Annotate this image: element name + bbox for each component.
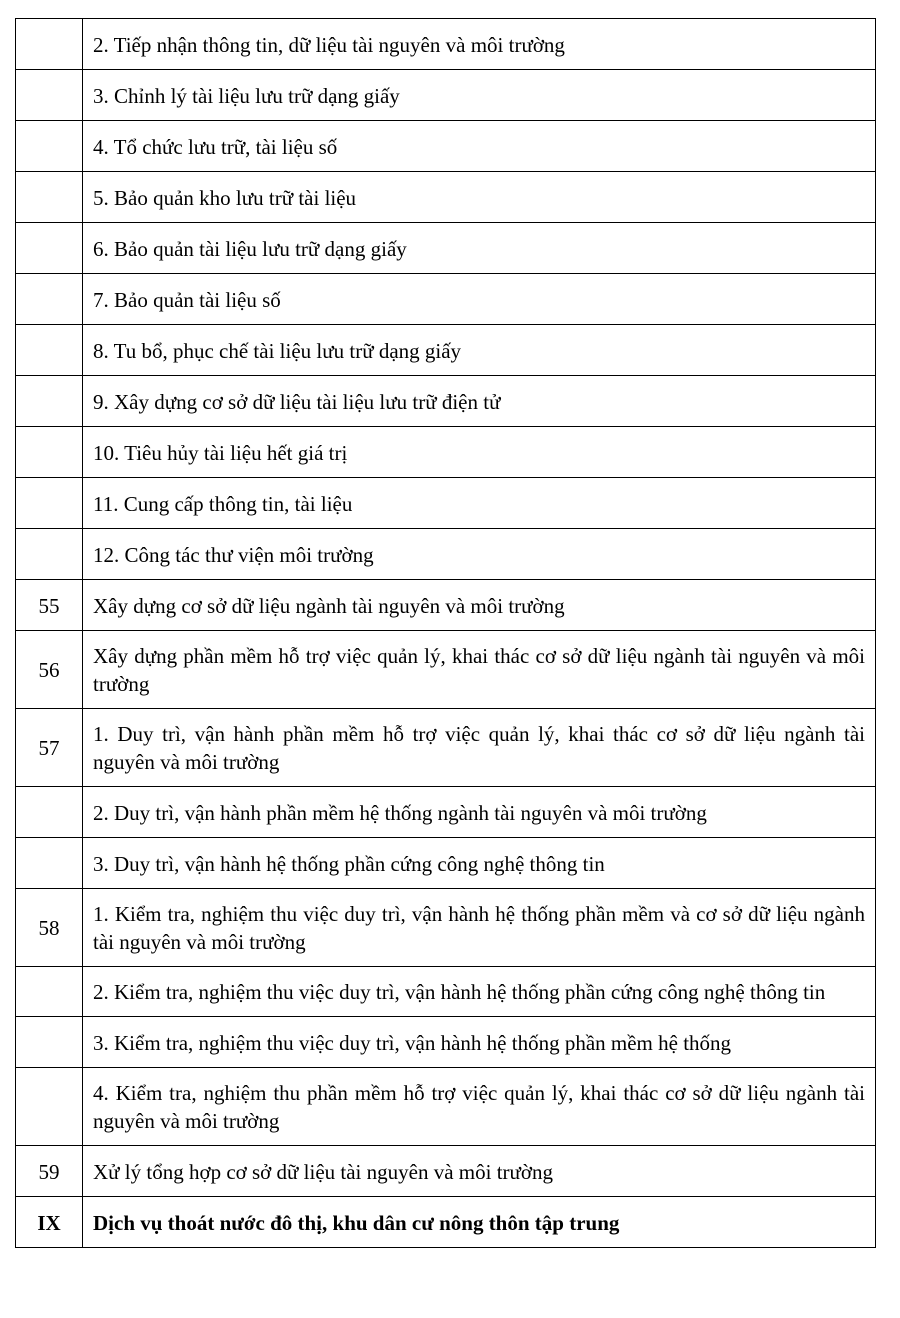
row-number bbox=[16, 838, 83, 889]
table-row bbox=[16, 838, 876, 889]
row-description: 11. Cung cấp thông tin, tài liệu bbox=[83, 478, 876, 529]
row-description: 3. Kiểm tra, nghiệm thu việc duy trì, vận hành hệ thống phần mềm hệ thống bbox=[83, 1017, 876, 1068]
row-number: 56 bbox=[16, 631, 83, 709]
row-number: 58 bbox=[16, 889, 83, 967]
table-row bbox=[16, 121, 876, 172]
row-description: 5. Bảo quản kho lưu trữ tài liệu bbox=[83, 172, 876, 223]
table-row bbox=[16, 19, 876, 70]
row-number bbox=[16, 529, 83, 580]
row-description: 4. Tổ chức lưu trữ, tài liệu số bbox=[83, 121, 876, 172]
row-number bbox=[16, 478, 83, 529]
row-description: 4. Kiểm tra, nghiệm thu phần mềm hỗ trợ việc quản lý, khai thác cơ sở dữ liệu ngành tài nguyên và môi trường bbox=[83, 1068, 876, 1146]
service-list-table bbox=[15, 18, 876, 1248]
row-number bbox=[16, 787, 83, 838]
section-title: Dịch vụ thoát nước đô thị, khu dân cư nông thôn tập trung bbox=[83, 1197, 876, 1248]
section-heading-row bbox=[16, 1197, 876, 1248]
row-number: 57 bbox=[16, 709, 83, 787]
row-number: 59 bbox=[16, 1146, 83, 1197]
row-description: 1. Duy trì, vận hành phần mềm hỗ trợ việc quản lý, khai thác cơ sở dữ liệu ngành tài nguyên và môi trường bbox=[83, 709, 876, 787]
row-description: Xây dựng phần mềm hỗ trợ việc quản lý, khai thác cơ sở dữ liệu ngành tài nguyên và môi trường bbox=[83, 631, 876, 709]
row-number bbox=[16, 121, 83, 172]
section-number: IX bbox=[16, 1197, 83, 1248]
row-description: 3. Chỉnh lý tài liệu lưu trữ dạng giấy bbox=[83, 70, 876, 121]
row-description: 3. Duy trì, vận hành hệ thống phần cứng công nghệ thông tin bbox=[83, 838, 876, 889]
table-row bbox=[16, 172, 876, 223]
table-row bbox=[16, 709, 876, 787]
row-description: 7. Bảo quản tài liệu số bbox=[83, 274, 876, 325]
row-description: 2. Kiểm tra, nghiệm thu việc duy trì, vận hành hệ thống phần cứng công nghệ thông tin bbox=[83, 967, 876, 1017]
row-description: 8. Tu bổ, phục chế tài liệu lưu trữ dạng giấy bbox=[83, 325, 876, 376]
row-number bbox=[16, 325, 83, 376]
table-row bbox=[16, 787, 876, 838]
row-number bbox=[16, 376, 83, 427]
table-row bbox=[16, 325, 876, 376]
table-row bbox=[16, 529, 876, 580]
table-row bbox=[16, 274, 876, 325]
table-row bbox=[16, 223, 876, 274]
row-description: 6. Bảo quản tài liệu lưu trữ dạng giấy bbox=[83, 223, 876, 274]
table-row bbox=[16, 376, 876, 427]
row-description: Xử lý tổng hợp cơ sở dữ liệu tài nguyên và môi trường bbox=[83, 1146, 876, 1197]
row-number bbox=[16, 274, 83, 325]
row-description: 9. Xây dựng cơ sở dữ liệu tài liệu lưu trữ điện tử bbox=[83, 376, 876, 427]
row-number bbox=[16, 223, 83, 274]
row-number bbox=[16, 1068, 83, 1146]
row-number bbox=[16, 1017, 83, 1068]
table-row bbox=[16, 889, 876, 967]
row-number bbox=[16, 967, 83, 1017]
row-number bbox=[16, 19, 83, 70]
row-number: 55 bbox=[16, 580, 83, 631]
table-row bbox=[16, 478, 876, 529]
row-description: Xây dựng cơ sở dữ liệu ngành tài nguyên và môi trường bbox=[83, 580, 876, 631]
table-row bbox=[16, 1146, 876, 1197]
row-number bbox=[16, 427, 83, 478]
row-description: 2. Tiếp nhận thông tin, dữ liệu tài nguyên và môi trường bbox=[83, 19, 876, 70]
row-description: 12. Công tác thư viện môi trường bbox=[83, 529, 876, 580]
table-row bbox=[16, 70, 876, 121]
row-description: 10. Tiêu hủy tài liệu hết giá trị bbox=[83, 427, 876, 478]
table-body bbox=[16, 19, 876, 1248]
table-row bbox=[16, 1017, 876, 1068]
row-description: 1. Kiểm tra, nghiệm thu việc duy trì, vận hành hệ thống phần mềm và cơ sở dữ liệu ngành tài nguyên và môi trường bbox=[83, 889, 876, 967]
table-row bbox=[16, 967, 876, 1017]
table-row bbox=[16, 631, 876, 709]
table-row bbox=[16, 580, 876, 631]
row-description: 2. Duy trì, vận hành phần mềm hệ thống ngành tài nguyên và môi trường bbox=[83, 787, 876, 838]
table-row bbox=[16, 427, 876, 478]
row-number bbox=[16, 172, 83, 223]
row-number bbox=[16, 70, 83, 121]
table-row bbox=[16, 1068, 876, 1146]
